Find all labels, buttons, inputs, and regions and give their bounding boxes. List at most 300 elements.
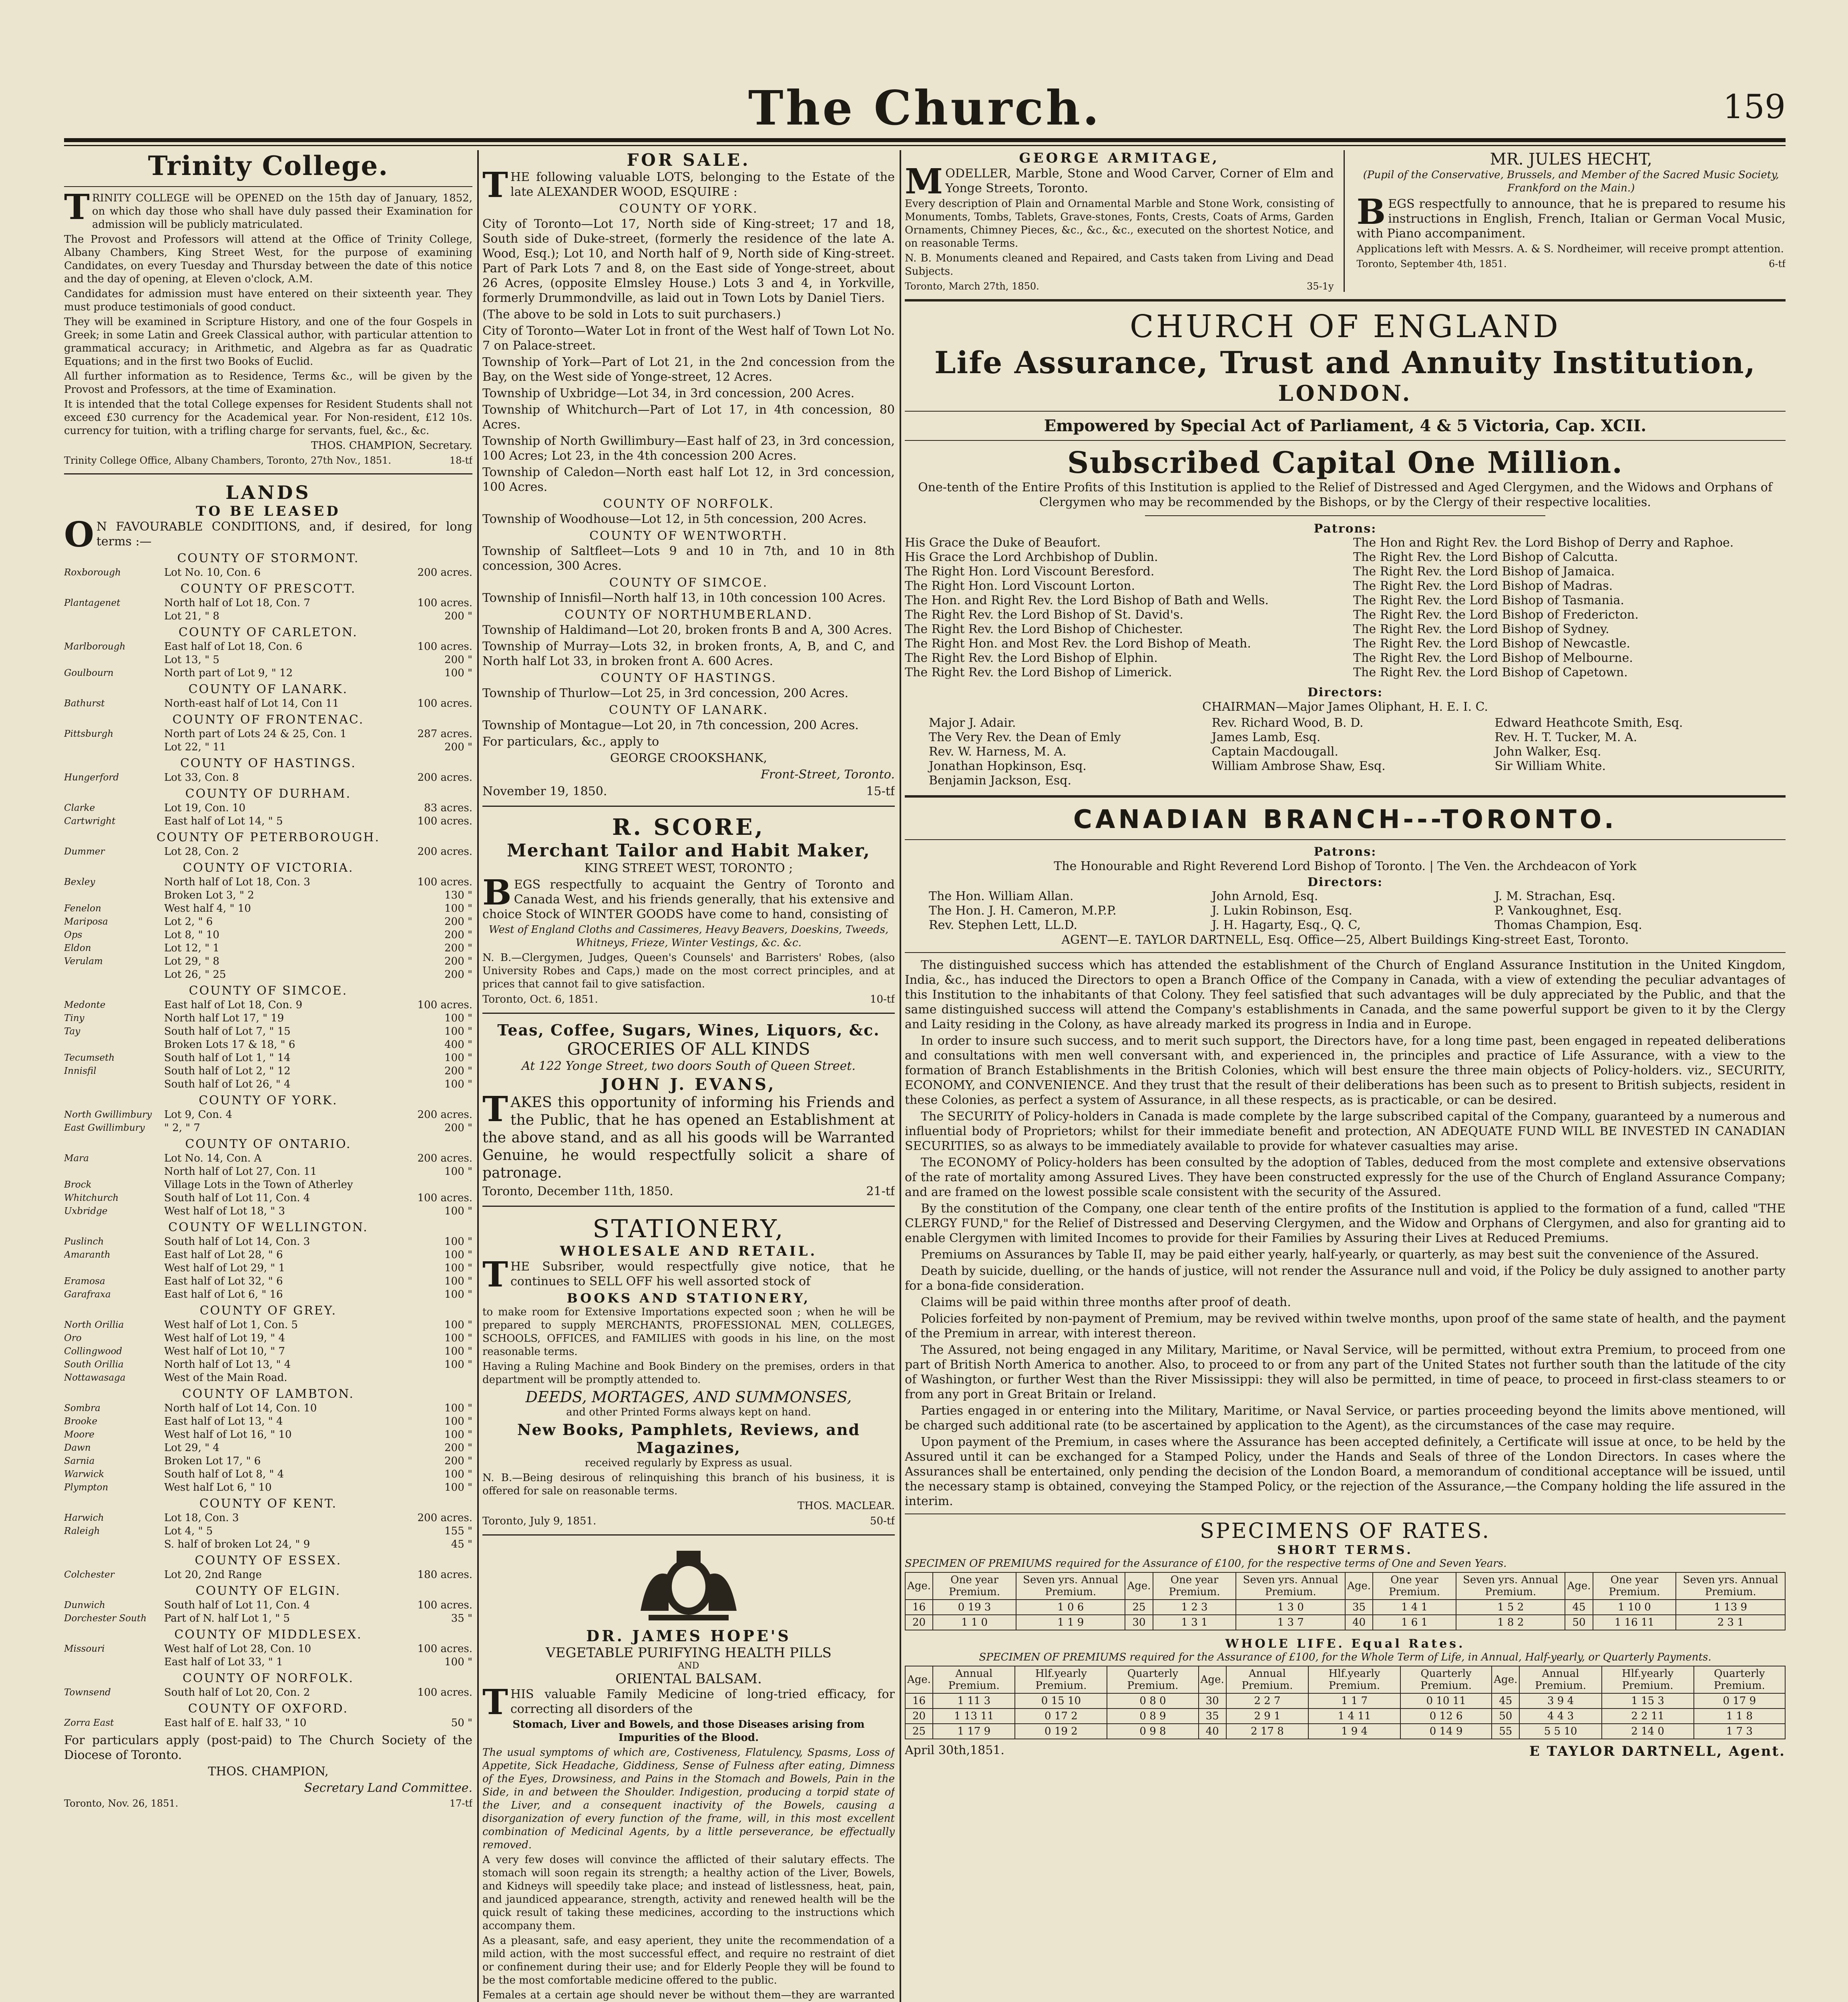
land-lot-row (64, 1428, 472, 1441)
stationery-body2: to make room for Extensive Importations expected soon ; when he will be prepared to supply MERCHANTS, PROFESSIONAL MEN, COLLEGES, SCHOOLS, OFFICES, and FAMILIES with goods in his line, on the most reasonable terms. (482, 1306, 895, 1358)
armitage-ref: 35-1y (1307, 281, 1334, 292)
list-item: The Right Rev. the Lord Bishop of Calcutta. (1353, 550, 1618, 564)
hope-p1: The usual symptoms of which are, Costiveness, Flatulency, Spasms, Loss of Appetite, Sick Headache, Giddiness, Sense of Fulness after eating, Dimness of the Eyes, Drowsiness, and Pains in the Stomach and Bowels, Pain in the Side, in and between the Shoulder. Indigestion, producing a torpid state of the Liver, and a consequent inactivity of the Bowels, causing a disorganization of every function of the frame, will, in this most excellent combination of Medicinal Agents, by a little perseverance, be effectually removed. (482, 1747, 895, 1851)
armitage-date: Toronto, March 27th, 1850. (905, 281, 1039, 292)
lot-acres: 200 " (444, 1442, 472, 1454)
forsale-item: Township of Uxbridge—Lot 34, in 3rd concession, 200 Acres. (482, 386, 855, 400)
lot-description: Lot 8, " 10 (164, 929, 220, 941)
land-lot-row (64, 968, 472, 981)
table-cell: 1 9 4 (1308, 1724, 1400, 1739)
table-row (905, 1693, 1785, 1709)
assurance-paragraph: Upon payment of the Premium, in cases where the Assurance has been accepted definitely, a Certificate will issue at once, to be held by the Assured until it can be exchanged for a Stamped Policy, under the Hands and Seals of three of the London Directors. In cases where the Assurances shall be entertained, only pending the decision of the London Board, a memorandum of conditional acceptance will be issued, until the necessary stamp is obtained, conveying the Stamped Policy, or the rejection of the Assurance,—the Company holding the life assured in the interim. (905, 1435, 1786, 1508)
column-1 (64, 150, 472, 2002)
list-item: The Right Rev. the Lord Bishop of Capetown. (1353, 665, 1628, 679)
lot-description: Lot 2, " 6 (164, 916, 213, 928)
township: Dorchester South (64, 1613, 147, 1624)
divider (905, 839, 1786, 840)
table-cell: 40 (1199, 1724, 1226, 1739)
lot-acres: 100 " (444, 1288, 472, 1300)
township: Nottawasaga (64, 1373, 126, 1383)
forsale-item: Township of Saltfleet—Lots 9 and 10 in 7th, and 10 in 8th concession, 300 Acres. (482, 544, 895, 573)
lot-acres (412, 1371, 472, 1385)
lot-description: East half of Lot 33, " 1 (164, 1656, 283, 1668)
column-divider (900, 150, 901, 2002)
lot-acres: 200 acres. (417, 1109, 472, 1121)
table-cell: 1 13 11 (933, 1709, 1015, 1724)
table-cell: 1 0 6 (1016, 1600, 1125, 1615)
lot-acres: 400 " (444, 1039, 472, 1051)
assurance-paragraph: In order to insure such success, and to merit such support, the Directors have, for a long time past, been engaged in repeated deliberations and consultations with men well conversant with, and experienced in, the principles and practice of Life Assurance, with a view to the formation of Branch Establishments in the British Colonies, which will best ensure the three main objects of Policy-holders. viz., SECURITY, ECONOMY, and CONVENIENCE. And they trust that the result of their deliberations has been such as to present to British subjects, resident in these Colonies, as perfect a system of Assurance, in all these respects, as is practicable, or can be desired. (905, 1034, 1786, 1107)
lot-acres: 50 " (451, 1717, 472, 1729)
list-item: His Grace the Duke of Beaufort. (905, 536, 1101, 550)
divider (482, 1206, 895, 1207)
score-ref: 10-tf (870, 993, 895, 1005)
land-lot-row (64, 1051, 472, 1065)
township: Ops (64, 930, 82, 940)
table-cell: 25 (905, 1724, 933, 1739)
township: Collingwood (64, 1346, 123, 1357)
table-header-cell: Seven yrs. Annual Premium. (1236, 1572, 1345, 1600)
lot-description: North-east half of Lot 14, Con 11 (164, 697, 339, 710)
specimens-title: SPECIMENS OF RATES. (1200, 1519, 1490, 1543)
divider (905, 952, 1786, 953)
table-cell: 55 (1492, 1724, 1519, 1739)
county-heading: COUNTY OF PETERBOROUGH. (156, 830, 380, 844)
land-lot-row (64, 1108, 472, 1122)
lot-description: Lot 18, Con. 3 (164, 1512, 239, 1524)
table-cell: 16 (905, 1600, 933, 1615)
list-item: Rev. Richard Wood, B. D. (1211, 716, 1364, 730)
table-cell: 0 8 9 (1107, 1709, 1198, 1724)
township (64, 653, 164, 667)
table-cell: 0 19 3 (933, 1600, 1016, 1615)
trinity-title: Trinity College. (148, 150, 389, 181)
list-item: The Right Rev. the Lord Bishop of Chichester. (905, 622, 1183, 636)
lot-acres: 100 acres. (417, 1192, 472, 1204)
land-lot-row (64, 915, 472, 929)
township: North Gwillimbury (64, 1110, 152, 1120)
lot-description: Broken Lot 3, " 2 (164, 889, 254, 901)
trinity-notice (64, 187, 472, 438)
lot-acres: 100 " (444, 1052, 472, 1064)
land-lot-row (64, 1415, 472, 1428)
land-lot-row (64, 1402, 472, 1415)
assurance-paragraph: The distinguished success which has attended the establishment of the Church of England Assurance Institution in the United Kingdom, India, &c., has induced the Directors to open a Branch Office of the Company in Canada, with a view of extending the peculiar advantages of this Institution to the inhabitants of that Colony. They feel satisfied that such advantages will be duly appreciated by the Public, and that the same distinguished success will attend the Company's establishments in Canada, and the same powerful support be given to it by the Clergy and Laity residing in the Colony, as have already marked its progress in India and in Europe. (905, 958, 1786, 1031)
township: Tecumseth (64, 1053, 115, 1063)
list-item: The Right Rev. the Lord Bishop of Madras. (1353, 579, 1613, 593)
township (64, 968, 164, 981)
township (64, 610, 164, 623)
masthead-rule-thin (64, 145, 1786, 146)
township: Plympton (64, 1482, 108, 1493)
lot-description: S. half of broken Lot 24, " 9 (164, 1538, 310, 1550)
township: Innisfil (64, 1066, 96, 1076)
table-header-cell: Age. (905, 1572, 933, 1600)
table-cell: 0 10 11 (1400, 1693, 1492, 1709)
table-header-cell: Hlf.yearly Premium. (1308, 1666, 1400, 1693)
list-item: P. Vankoughnet, Esq. (1494, 904, 1622, 918)
trinity-paragraph: TRINITY COLLEGE will be OPENED on the 15th day of January, 1852, on which day those who shall have duly passed their Examination for admission will be publicly matriculated. (64, 187, 472, 231)
lot-acres: 83 acres. (424, 802, 472, 814)
forsale-item: Township of Caledon—North east half Lot 12, in 3rd concession, 100 Acres. (482, 465, 895, 494)
trinity-ref: 18-tf (449, 455, 472, 466)
divider (64, 473, 472, 474)
table-header-cell: Seven yrs. Annual Premium. (1676, 1572, 1785, 1600)
evans-name: JOHN J. EVANS, (601, 1075, 776, 1094)
table-cell: 2 17 8 (1226, 1724, 1308, 1739)
lot-description: Lot 4, " 5 (164, 1525, 213, 1537)
township: Colchester (64, 1570, 114, 1580)
table-cell: 50 (1492, 1709, 1519, 1724)
forsale-item: Township of Woodhouse—Lot 12, in 5th concession, 200 Acres. (482, 512, 867, 526)
lot-description: Lot 22, " 11 (164, 741, 226, 753)
land-lot-row (64, 610, 472, 623)
forsale-item: City of Toronto—Lot 17, North side of King-street; 17 and 18, South side of Duke-street, (formerly the residence of the late A. Wood, Esq.); Lot 10, and North half of 9, North side of King-street. Part of Park Lots 7 and 8, on the East side of Yonge-street, about 26 Acres, (opposite Elmsley House.) Lots 3 and 4, in Yorkville, formerly Drummondville, as laid out in Town Lots by Daniel Tiers. (482, 217, 895, 305)
county-heading: COUNTY OF OXFORD. (188, 1702, 349, 1716)
evans-date: Toronto, December 11th, 1850. (482, 1184, 673, 1198)
hecht-ref: 6-tf (1769, 258, 1786, 269)
table-cell: 1 1 0 (933, 1615, 1016, 1630)
land-lot-row (64, 942, 472, 955)
lot-description: Lot 26, " 25 (164, 969, 226, 981)
land-lot-row (64, 1235, 472, 1248)
column-divider (477, 150, 479, 2002)
lot-description: North half of Lot 18, Con. 3 (164, 876, 310, 888)
land-lot-row (64, 1512, 472, 1525)
list-item: The Right Rev. the Lord Bishop of Elphin. (905, 651, 1158, 665)
table-cell: 45 (1565, 1600, 1593, 1615)
township: Brooke (64, 1416, 98, 1427)
township (64, 1165, 164, 1178)
trinity-office: Trinity College Office, Albany Chambers, Toronto, 27th Nov., 1851. (64, 455, 392, 466)
table-header-row (905, 1572, 1785, 1600)
lot-description: West half of Lot 1, Con. 5 (164, 1319, 298, 1331)
stationery-deeds: DEEDS, MORTAGES, AND SUMMONSES, (525, 1388, 852, 1406)
lot-acres: 200 " (444, 610, 472, 622)
lot-acres: 100 " (444, 1468, 472, 1480)
county-heading: COUNTY OF STORMONT. (177, 551, 360, 565)
list-item: His Grace the Lord Archbishop of Dublin. (905, 550, 1158, 564)
lot-acres: 200 " (444, 916, 472, 928)
lot-acres: 100 " (444, 1078, 472, 1090)
lot-acres: 200 " (444, 1122, 472, 1134)
lot-description: Part of N. half Lot 1, " 5 (164, 1612, 290, 1624)
table-header-cell: Quarterly Premium. (1400, 1666, 1492, 1693)
land-lot-row (64, 1165, 472, 1178)
lot-acres: 100 " (444, 1402, 472, 1414)
lot-acres: 100 " (444, 1319, 472, 1331)
land-lot-row (64, 1371, 472, 1385)
table-cell: 45 (1492, 1693, 1519, 1709)
township: Clarke (64, 803, 95, 813)
evans-line3: At 122 Yonge Street, two doors South of Queen Street. (522, 1059, 856, 1073)
township: Mariposa (64, 917, 108, 927)
armitage-p1: Every description of Plain and Ornamental Marble and Stone Work, consisting of Monuments, Tombs, Tablets, Grave-stones, Fonts, Crests, Coats of Arms, Garden Ornaments, Chimney Pieces, &c., &c., &c., executed on the shortest Notice, and on reasonable Terms. (905, 198, 1334, 249)
lands-date: Toronto, Nov. 26, 1851. (64, 1798, 179, 1809)
lot-acres: 100 acres. (417, 999, 472, 1011)
land-lot-row (64, 667, 472, 680)
land-lot-row (64, 1012, 472, 1025)
list-item: The Right Rev. the Lord Bishop of Jamaica. (1353, 565, 1615, 579)
table-cell: 1 6 1 (1373, 1615, 1456, 1630)
township: Sarnia (64, 1456, 95, 1466)
lot-acres: 200 " (444, 654, 472, 666)
county-heading: COUNTY OF ONTARIO. (185, 1137, 352, 1151)
lot-acres: 200 " (444, 929, 472, 941)
list-item: The Hon and Right Rev. the Lord Bishop of Derry and Raphoe. (1353, 536, 1734, 550)
table-cell: 2 3 1 (1676, 1615, 1785, 1630)
score-date: Toronto, Oct. 6, 1851. (482, 993, 598, 1005)
table-cell: 2 2 7 (1226, 1693, 1308, 1709)
forsale-item: Township of Murray—Lots 32, in broken fronts, A, B, and C, and North half Lot 33, in broken front A. 600 Acres. (482, 639, 895, 668)
lot-description: East half of Lot 14, " 5 (164, 815, 283, 827)
table-cell: 0 8 0 (1107, 1693, 1198, 1709)
table-cell: 1 10 0 (1593, 1600, 1676, 1615)
lot-description: South half of Lot 7, " 15 (164, 1025, 291, 1037)
lot-acres: 100 " (444, 1166, 472, 1178)
patrons-heading: Patrons: (1314, 522, 1377, 536)
table-cell: 4 4 3 (1519, 1709, 1601, 1724)
lot-acres: 100 acres. (417, 815, 472, 827)
township: Raleigh (64, 1526, 100, 1536)
lot-description: Lot No. 10, Con. 6 (164, 567, 261, 579)
lands-list (64, 551, 472, 1730)
lot-description: North half Lot 17, " 19 (164, 1012, 284, 1024)
masthead-title: The Church. (748, 80, 1102, 136)
lot-acres: 100 acres. (417, 1599, 472, 1611)
land-lot-row (64, 728, 472, 741)
lot-description: Lot No. 14, Con. A (164, 1152, 262, 1164)
lot-acres: 200 " (444, 969, 472, 981)
list-item: The Hon. William Allan. (929, 889, 1074, 903)
land-lot-row (64, 955, 472, 968)
assurance-capital: Subscribed Capital One Million. (1067, 446, 1623, 480)
divider (1145, 515, 1545, 516)
divider (905, 795, 1786, 798)
forsale-title: FOR SALE. (627, 150, 751, 170)
township: Dawn (64, 1443, 91, 1453)
county-heading: COUNTY OF ELGIN. (195, 1584, 341, 1598)
land-lot-row (64, 1192, 472, 1205)
lot-description: Lot 12, " 1 (164, 942, 220, 954)
table-header-cell: Annual Premium. (933, 1666, 1015, 1693)
lot-acres: 100 " (444, 667, 472, 679)
lot-acres: 200 acres. (417, 567, 472, 579)
lot-description: East half of Lot 6, " 16 (164, 1288, 283, 1300)
lot-description: West half of Lot 29, " 1 (164, 1262, 285, 1274)
forsale-county-heading: COUNTY OF NORFOLK. (603, 497, 775, 511)
table-cell: 1 8 2 (1456, 1615, 1565, 1630)
lot-description: East half of Lot 18, Con. 6 (164, 641, 303, 653)
forsale-item: Township of Montague—Lot 20, in 7th concession, 200 Acres. (482, 718, 859, 732)
divider (482, 1534, 895, 1536)
table-cell: 1 13 9 (1676, 1600, 1785, 1615)
land-lot-row (64, 902, 472, 915)
township: Moore (64, 1429, 94, 1440)
land-lot-row (64, 1642, 472, 1656)
land-lot-row (64, 1288, 472, 1301)
land-lot-row (64, 653, 472, 667)
list-item: The Right Hon. Lord Viscount Beresford. (905, 565, 1155, 579)
list-item: Sir William White. (1494, 759, 1606, 773)
table-header-cell: Quarterly Premium. (1107, 1666, 1198, 1693)
lot-acres: 100 " (444, 1429, 472, 1441)
table-header-cell: Age. (1199, 1666, 1226, 1693)
stationery-forms: and other Printed Forms always kept on hand. (566, 1406, 811, 1418)
forsale-county-heading: COUNTY OF SIMCOE. (609, 576, 768, 590)
hope-p4: Females at a certain age should never be without them—they are warranted (482, 1989, 895, 2001)
table-header-cell: Annual Premium. (1226, 1666, 1308, 1693)
lot-description: West half of Lot 28, Con. 10 (164, 1643, 311, 1655)
lot-acres: 100 acres. (417, 1686, 472, 1698)
township: Garafraxa (64, 1289, 111, 1300)
lot-description: Lot 29, " 8 (164, 955, 220, 967)
hope-balsam: ORIENTAL BALSAM. (615, 1671, 762, 1687)
hope-p3: As a pleasant, safe, and easy aperient, they unite the recommendation of a mild action, with the most successful effect, and require no restraint of diet or confinement during their use; and for Elderly People they will be found to be the most comfortable medicine offered to the public. (482, 1935, 895, 1986)
land-lot-row (64, 815, 472, 828)
lot-description: East half of Lot 18, Con. 9 (164, 999, 303, 1011)
land-lot-row (64, 1065, 472, 1078)
county-heading: COUNTY OF LAMBTON. (182, 1387, 355, 1401)
canadian-directors-1 (929, 889, 1196, 933)
evans-line1: Teas, Coffee, Sugars, Wines, Liquors, &c. (497, 1021, 880, 1039)
whole-life-table (905, 1666, 1786, 1739)
township: Cartwright (64, 816, 116, 826)
masthead-rule (64, 138, 1786, 142)
table-header-cell: One year Premium. (1593, 1572, 1676, 1600)
whole-life-title: WHOLE LIFE. Equal Rates. (1225, 1637, 1465, 1651)
table-row (905, 1709, 1785, 1724)
armitage-title: GEORGE ARMITAGE, (1019, 150, 1219, 166)
stationery-date: Toronto, July 9, 1851. (482, 1515, 597, 1527)
list-item: The Hon. J. H. Cameron, M.P.P. (929, 904, 1117, 918)
township: Missouri (64, 1644, 105, 1654)
hecht-title: MR. JULES HECHT, (1490, 150, 1652, 169)
lands-subtitle: TO BE LEASED (196, 503, 341, 519)
table-cell: 35 (1345, 1600, 1373, 1615)
lot-acres: 200 acres. (417, 846, 472, 858)
list-item: The Hon. and Right Rev. the Lord Bishop of Bath and Wells. (905, 593, 1269, 607)
canadian-patrons: The Honourable and Right Reverend Lord Bishop of Toronto. | The Ven. the Archdeacon of York (1054, 859, 1637, 873)
forsale-date: November 19, 1850. (482, 784, 607, 798)
table-cell: 35 (1199, 1709, 1226, 1724)
land-lot-row (64, 1468, 472, 1481)
forsale-agent-address: Front-Street, Toronto. (761, 768, 895, 782)
table-cell: 1 5 2 (1456, 1600, 1565, 1615)
land-lot-row (64, 1686, 472, 1699)
land-lot-row (64, 889, 472, 902)
list-item: The Right Rev. the Lord Bishop of Newcastle. (1353, 637, 1631, 651)
township: Pittsburgh (64, 729, 114, 739)
land-lot-row (64, 1441, 472, 1455)
assurance-paragraph: By the constitution of the Company, one clear tenth of the entire profits of the Institution is applied to the formation of a fund, called "THE CLERGY FUND," for the Relief of Distressed and Deserving Clergymen, and the Widow and Orphans of Clergymen, and also for granting aid to enable Clergymen with limited Incomes to provide for their Families by Assuring their Lives at Reduced Premiums. (905, 1202, 1786, 1245)
lot-description: West half of Lot 16, " 10 (164, 1429, 292, 1441)
table-header-cell: Annual Premium. (1519, 1666, 1601, 1693)
forsale-county-heading: COUNTY OF NORTHUMBERLAND. (564, 608, 813, 622)
list-item: Rev. Stephen Lett, LL.D. (929, 918, 1078, 932)
table-cell: 0 9 8 (1107, 1724, 1198, 1739)
short-terms-table (905, 1572, 1786, 1630)
land-lot-row (64, 1319, 472, 1332)
table-cell: 0 17 2 (1015, 1709, 1107, 1724)
lot-description: Lot 33, Con. 8 (164, 772, 239, 784)
assurance-title1: CHURCH OF ENGLAND (1130, 309, 1561, 345)
royal-arms-icon (625, 1543, 753, 1623)
township: Brock (64, 1180, 92, 1190)
township: Tiny (64, 1013, 84, 1023)
list-item: Rev. H. T. Tucker, M. A. (1494, 730, 1637, 744)
divider (905, 299, 1786, 302)
lot-acres: 287 acres. (417, 728, 472, 740)
land-lot-row (64, 1205, 472, 1218)
assurance-body (905, 958, 1786, 1509)
lot-description: North half of Lot 13, " 4 (164, 1359, 291, 1371)
township (64, 741, 164, 754)
land-lot-row (64, 640, 472, 653)
hecht-ad (1357, 150, 1786, 292)
township: Roxborough (64, 567, 121, 578)
lot-acres: 100 " (444, 1359, 472, 1371)
land-lot-row (64, 771, 472, 784)
township: Eramosa (64, 1276, 105, 1286)
table-cell: 0 12 6 (1400, 1709, 1492, 1724)
lot-description: East half of Lot 32, " 6 (164, 1275, 283, 1287)
lot-acres: 100 " (444, 1025, 472, 1037)
table-row (905, 1600, 1785, 1615)
township: Bathurst (64, 698, 105, 709)
chairman: CHAIRMAN—Major James Oliphant, H. E. I. C. (1202, 700, 1488, 714)
land-lot-row (64, 929, 472, 942)
township: Bexley (64, 877, 95, 887)
county-heading: COUNTY OF LANARK. (188, 682, 348, 696)
table-header-cell: Quarterly Premium. (1694, 1666, 1785, 1693)
table-header-row (905, 1666, 1785, 1693)
land-lot-row (64, 999, 472, 1012)
forsale-item: Township of Thurlow—Lot 25, in 3rd concession, 200 Acres. (482, 686, 849, 700)
divider (482, 1013, 895, 1014)
assurance-paragraph: Policies forfeited by non-payment of Premium, may be revived within twelve months, upon proof of the same state of health, and the payment of the Premium in arrear, with interest thereon. (905, 1312, 1786, 1341)
township: Zorra East (64, 1718, 114, 1728)
lot-acres: 100 " (444, 1345, 472, 1357)
trinity-paragraph: They will be examined in Scripture History, and one of the four Gospels in Greek; in some Latin and Greek Classical author, with particular attention to grammatical accuracy; in Arithmetic, and Algebra as far as Quadratic Equations; and in the first two Books of Euclid. (64, 316, 472, 368)
stationery-body3: Having a Ruling Machine and Book Bindery on the premises, orders in that department will be promptly attended to. (482, 1361, 895, 1386)
table-cell: 20 (905, 1615, 933, 1630)
lot-description: West half of Lot 18, " 3 (164, 1205, 285, 1217)
lot-acres: 100 acres. (417, 1643, 472, 1655)
township: Medonte (64, 1000, 106, 1010)
stationery-name: THOS. MACLEAR. (797, 1500, 895, 1512)
lot-acres: 200 " (444, 741, 472, 753)
list-item: John Walker, Esq. (1494, 745, 1601, 759)
county-heading: COUNTY OF PRESCOTT. (180, 582, 356, 596)
table-cell: 1 1 9 (1016, 1615, 1125, 1630)
hope-title: DR. JAMES HOPE'S (586, 1627, 791, 1645)
county-heading: COUNTY OF FRONTENAC. (172, 713, 364, 727)
list-item: Rev. W. Harness, M. A. (929, 745, 1067, 759)
county-heading: COUNTY OF SIMCOE. (189, 984, 348, 998)
directors-list-1 (929, 716, 1196, 788)
township: Whitchurch (64, 1193, 119, 1203)
hecht-body: BEGS respectfully to announce, that he is prepared to resume his instructions in English, French, Italian or German Vocal Music, with Piano accompaniment. (1356, 192, 1786, 241)
township: Dunwich (64, 1600, 105, 1610)
assurance-paragraph: The ECONOMY of Policy-holders has been consulted by the adoption of Tables, deduced from the most complete and extensive observations of the rate of mortality among Assured Lives. They have been constructed expressly for the use of the Church of England Assurance Company; and are framed on the lowest possible scale consistent with the security of the Assured. (905, 1156, 1786, 1199)
list-item: J. Lukin Robinson, Esq. (1211, 904, 1352, 918)
assurance-tenth: One-tenth of the Entire Profits of this Institution is applied to the Relief of Distressed and Aged Clergymen, and the Widows and Orphans of Clergymen who may be recommended by the Bishops, or by the Clergy of their respective localities. (918, 480, 1772, 509)
table-cell: 40 (1345, 1615, 1373, 1630)
column-3 (905, 150, 1786, 2002)
township: Sombra (64, 1403, 100, 1413)
table-cell: 2 9 1 (1226, 1709, 1308, 1724)
